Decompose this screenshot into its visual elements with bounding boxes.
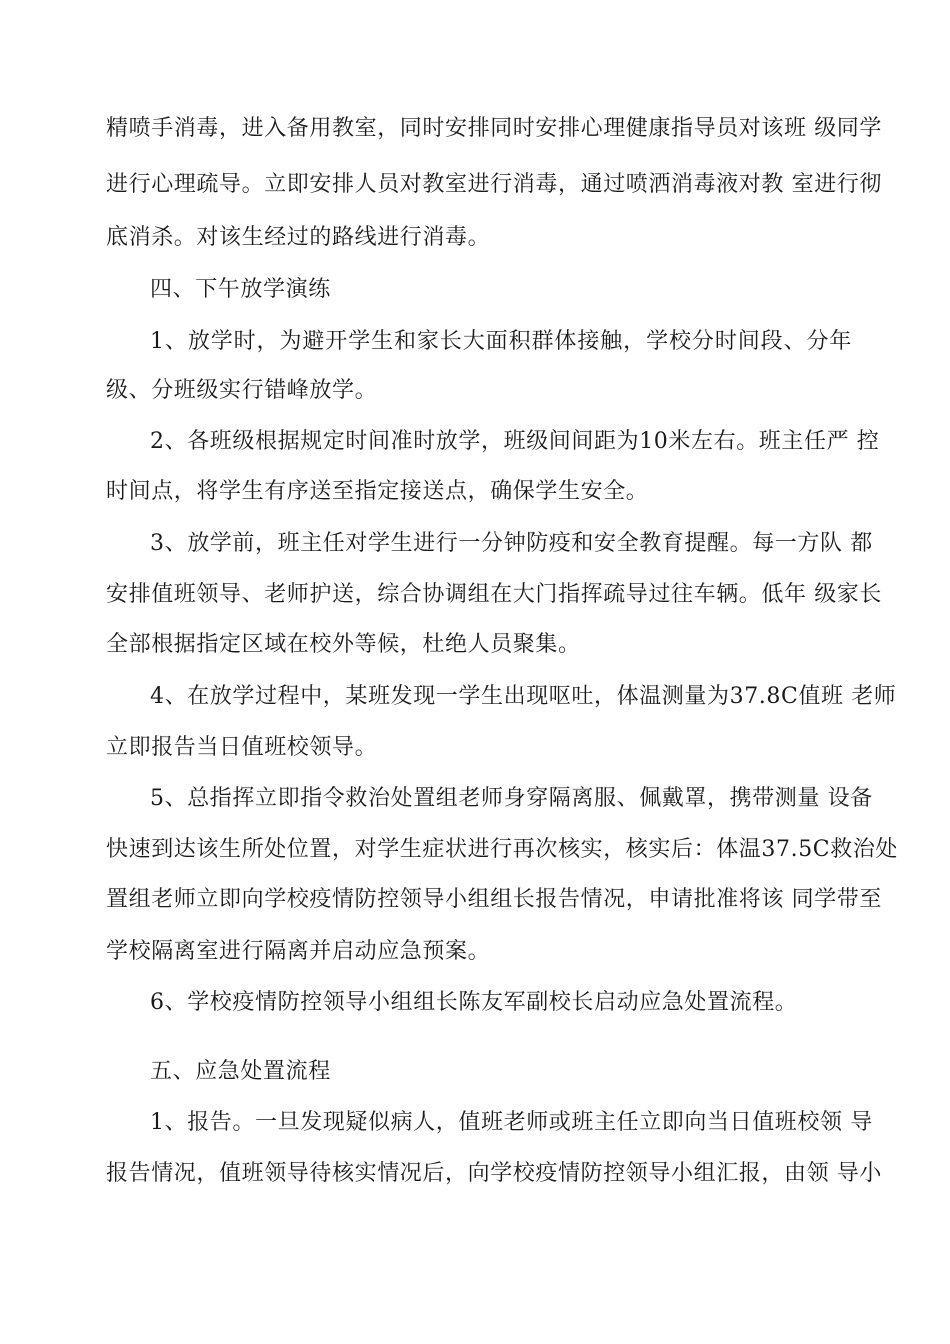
- body-text-line: 级、分班级实行错峰放学。: [106, 378, 378, 403]
- body-text-line: 底消杀。对该生经过的路线进行消毒。: [106, 225, 491, 250]
- body-text-line: 报告情况，值班领导待核实情况后，向学校疫情防控领导小组汇报，由领 导小: [106, 1161, 882, 1186]
- body-text-line: 快速到达该生所处位置，对学生症状进行再次核实，核实后：体温37.5C救治处: [106, 837, 899, 862]
- section-heading-afternoon-dismissal: 四、下午放学演练: [150, 277, 331, 302]
- body-text-line: 立即报告当日值班校领导。: [106, 735, 378, 760]
- body-text-line: 1、放学时，为避开学生和家长大面积群体接触，学校分时间段、分年: [150, 329, 852, 354]
- body-text-line: 安排值班领导、老师护送，综合协调组在大门指挥疏导过往车辆。低年 级家长: [106, 582, 882, 607]
- body-text-line: 5、总指挥立即指令救治处置组老师身穿隔离服、佩戴罩，携带测量 设备: [150, 786, 873, 811]
- body-text-line: 全部根据指定区域在校外等候，杜绝人员聚集。: [106, 632, 581, 657]
- body-text-line: 2、各班级根据规定时间准时放学，班级间间距为10米左右。班主任严 控: [150, 429, 880, 454]
- body-text-line: 置组老师立即向学校疫情防控领导小组组长报告情况，申请批准将该 同学带至: [106, 887, 882, 912]
- body-text-line: 1、报告。一旦发现疑似病人，值班老师或班主任立即向当日值班校领 导: [150, 1110, 873, 1135]
- body-text-line: 时间点，将学生有序送至指定接送点，确保学生安全。: [106, 479, 649, 504]
- section-heading-emergency-procedure: 五、应急处置流程: [150, 1059, 331, 1084]
- body-text-line: 学校隔离室进行隔离并启动应急预案。: [106, 939, 491, 964]
- body-text-line: 精喷手消毒，进入备用教室，同时安排同时安排心理健康指导员对该班 级同学: [106, 116, 882, 141]
- body-text-line: 进行心理疏导。立即安排人员对教室进行消毒，通过喷洒消毒液对教 室进行彻: [106, 172, 882, 197]
- body-text-line: 3、放学前，班主任对学生进行一分钟防疫和安全教育提醒。每一方队 都: [150, 531, 873, 556]
- body-text-line: 6、学校疫情防控领导小组组长陈友军副校长启动应急处置流程。: [150, 990, 798, 1015]
- body-text-line: 4、在放学过程中，某班发现一学生出现呕吐，体温测量为37.8C值班 老师: [150, 684, 897, 709]
